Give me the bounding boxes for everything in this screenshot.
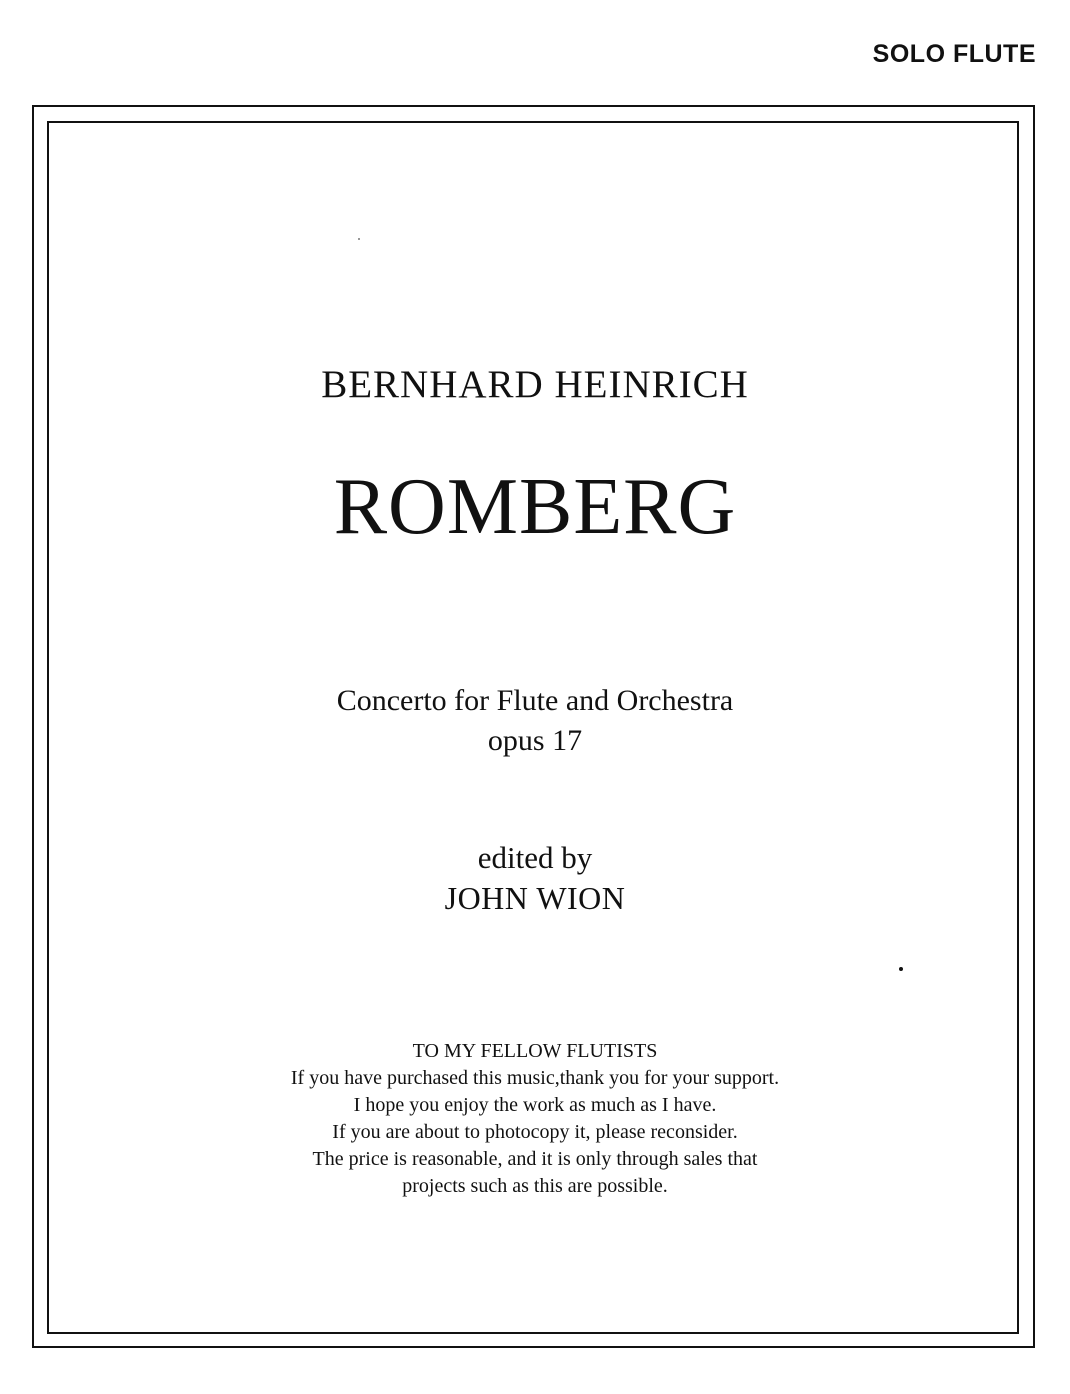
note-heading: TO MY FELLOW FLUTISTS <box>412 1040 658 1062</box>
note-to-flutists <box>0 1038 1070 1200</box>
note-line: projects such as this are possible. <box>402 1175 668 1197</box>
opus-number: opus 17 <box>487 724 583 757</box>
edited-by-label: edited by <box>477 840 593 875</box>
note-line: If you have purchased this music,thank you for your support. <box>290 1067 780 1089</box>
editor-name: JOHN WION <box>444 880 626 916</box>
print-speck <box>899 967 903 971</box>
composer-first-names: BERNHARD HEINRICH <box>321 363 749 406</box>
note-line: If you are about to photocopy it, please reconsider. <box>332 1121 738 1143</box>
note-line: I hope you enjoy the work as much as I have. <box>353 1094 717 1116</box>
note-line: The price is reasonable, and it is only through sales that <box>312 1148 758 1170</box>
part-label: SOLO FLUTE <box>872 40 1036 68</box>
work-title: Concerto for Flute and Orchestra <box>336 684 734 717</box>
composer-surname: ROMBERG <box>333 463 737 551</box>
print-speck <box>358 238 360 240</box>
